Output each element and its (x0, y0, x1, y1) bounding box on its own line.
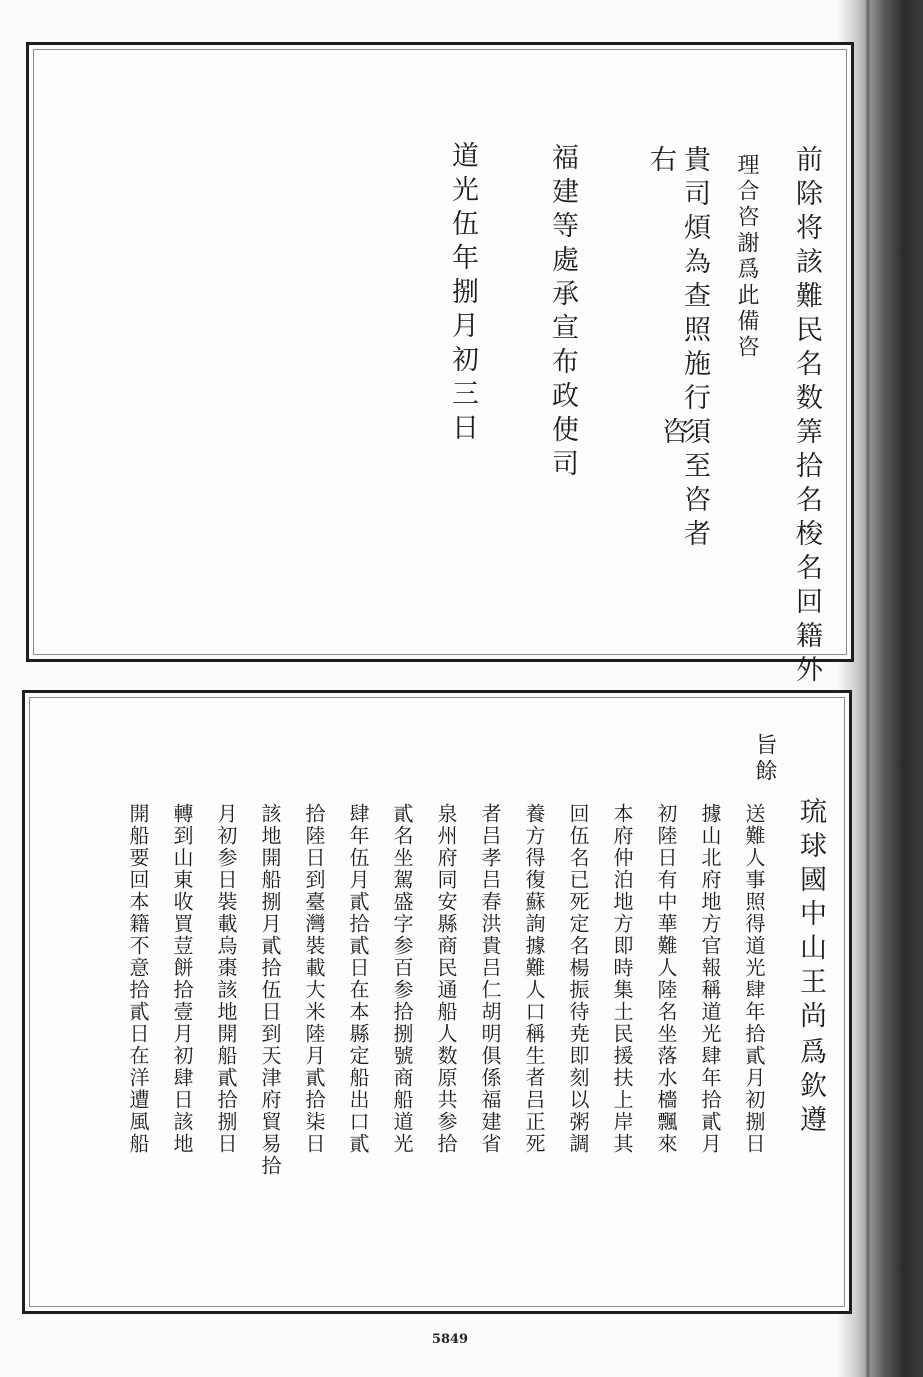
bottom-line-8: 回伍名已死定名楊振待尭即刻以粥調 (566, 803, 590, 1155)
bottom-line-3: 旨餘 (752, 733, 777, 785)
book-gutter-edge (865, 0, 871, 1377)
bottom-line-11: 泉州府同安縣商民通船人数原共参拾 (434, 803, 458, 1155)
top-line-6: 福建等處承宣布政使司 (547, 143, 578, 483)
bottom-line-15: 該地開船捌月貳拾伍日到天津府貿易拾 (258, 803, 282, 1177)
bottom-line-1: 琉球國中山王尚 (795, 797, 826, 1035)
bottom-line-17: 轉到山東收買荳餅拾壹月初肆日該地 (170, 803, 194, 1155)
top-document-panel (26, 42, 854, 689)
top-line-7: 道光伍年捌月初三日 (447, 141, 478, 447)
top-panel-inner-border (33, 49, 847, 655)
top-line-5: 咨 (657, 417, 688, 451)
top-line-4: 右 (645, 145, 676, 179)
bottom-line-2: 爲欽遵 (795, 1037, 826, 1139)
bottom-line-10: 者吕孝吕春洪貴吕仁胡明俱係福建省 (478, 803, 502, 1155)
top-line-2: 理合咨謝爲此備咨 (734, 153, 759, 361)
bottom-line-16: 月初参日裝載烏棗該地開船貳拾捌日 (214, 803, 238, 1155)
bottom-line-7: 本府仲泊地方即時集土民援扶上岸其 (610, 803, 634, 1155)
bottom-line-9: 養方得復蘇詢據難人口稱生者吕正死 (522, 803, 546, 1155)
bottom-line-12: 貳名坐駕盛字参百参拾捌號商船道光 (390, 803, 414, 1155)
bottom-line-6: 初陸日有中華難人陸名坐落水檣飄來 (654, 803, 678, 1155)
bottom-line-13: 肆年伍月貳拾貳日在本縣定船出口貳 (346, 803, 370, 1155)
top-line-1: 前除将該難民名数筭拾名梭名回籍外 (791, 145, 822, 689)
bottom-line-18: 開船要回本籍不意拾貳日在洋遭風船 (126, 803, 150, 1155)
bottom-line-4: 送難人事照得道光肆年拾貳月初捌日 (742, 803, 766, 1155)
bottom-line-14: 拾陸日到臺灣裝載大米陸月貳拾柒日 (302, 803, 326, 1155)
page-number: 5849 (431, 1332, 469, 1347)
top-line-3: 貴司煩為查照施行須至咨者 (679, 145, 710, 553)
bottom-line-5: 據山北府地方官報稱道光肆年拾貳月 (698, 803, 722, 1155)
bottom-document-panel (22, 690, 852, 1314)
